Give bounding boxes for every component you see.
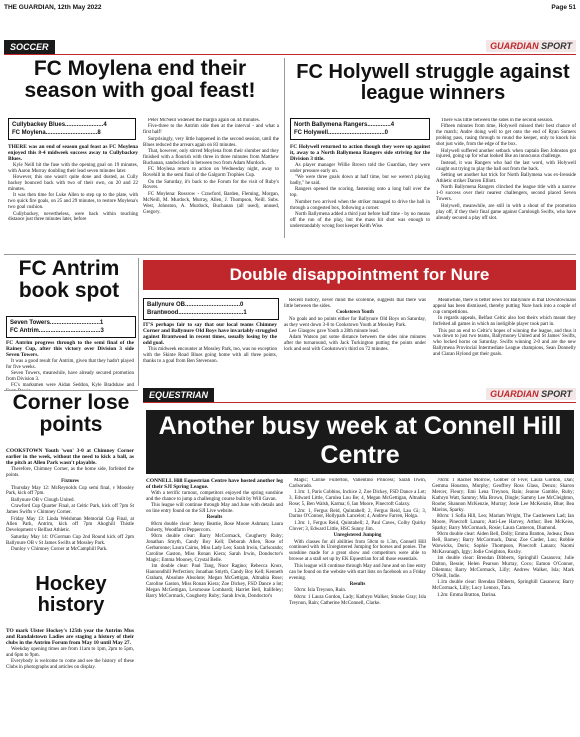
equestrian-tag: EQUESTRIAN <box>143 388 214 402</box>
antrim-headline: FC Antrim book spot <box>18 257 120 303</box>
antrim-body <box>6 340 134 390</box>
antrim-score-home: Seven Towers..............................1 <box>10 320 104 326</box>
antrim-score-away: FC Antrim.....................................3 <box>10 328 104 334</box>
equestrian-section-bar <box>143 388 576 403</box>
subheading: Unregistered Jumping <box>333 533 382 539</box>
article-paragraph: It was then time for Luke Allen to step up to the plate, with two quick fire goals, on 25 and 29 minutes, to restore Moylena's two goal cushion. <box>8 193 138 211</box>
guardian-sport-tag: GUARDIAN SPORT <box>486 40 576 52</box>
article-paragraph: Magic; Carine Fullerton, Vallentino Princess; Sarah Irwin, Carlsorado. <box>289 478 426 489</box>
moylena-score-home: Cullybackey Blues.......................4 <box>12 122 107 128</box>
article-paragraph: 90cm double clear: Barry McCormack, Cougherty Ruby; Jonathan Smyth, Candy Boy Kell; Deborah Allen, Rose of Gerbaronne; Laura Cairns, Miss Lady Leo; Sarah Irwin, Carlsorado; Caroline Gaston, Miss Ronan Kiera; Sarah Irwin, Dondoctor's Magic; Emma Mooney, Crystal Belle. <box>146 534 283 563</box>
moylena-headline: FC Moylena end their season with goal feast! <box>24 57 256 103</box>
hockey-headline: Hockey history <box>35 573 107 616</box>
article-paragraph: Recent history, never mind the scoreline, suggests that there was little between the sides. <box>284 298 426 309</box>
article-paragraph: This league will continue through May and June with details and on line entry found on the SJI Live website. <box>146 503 283 514</box>
article-paragraph: 80cm: 1 Sofia Hill, Leo; Mariam Wright, The Castlereem Lad; Ian Moore, Pinecroft Lanaro; Anti-Lee Harvey, Arthur; Ben McKeiss, Sparky; Barry McCormack, Rosie; Laura Cameron, Diamond. <box>432 513 574 531</box>
article-paragraph: 1m double clear: Brendan Dibberts, Springhill Casanova; Julie Dalton, Bessie; Helen Pearson Murray, Coco; Eamon O'Connor, Dilemma; Barry McCormack, Lilly; Andrew Walker, Isla; Mark O'Neill, Indie. <box>432 556 574 579</box>
article-paragraph: 50cm: Isla Treynon, Rain. <box>294 588 347 594</box>
nure-score-away: Brantwood.......................................1 <box>147 310 247 316</box>
article-paragraph: On the Saturday, it's back to the Forum for the visit of Ruby's Rovers. <box>143 179 279 191</box>
article-paragraph: "We were three goals down at half time, but we weren't playing badly," he said. <box>290 175 430 186</box>
subheading: Results <box>349 581 366 587</box>
article-paragraph: Number two arrived when the striker managed to drive the ball in through a congested box, following a corner. <box>290 199 430 211</box>
article-paragraph: As player manager Willie Brown told the Guardian, they were under pressure early on. <box>290 162 430 174</box>
connell-col-3 <box>432 478 574 733</box>
nure-scorebox <box>143 298 279 320</box>
moylena-col-1 <box>8 144 138 252</box>
connell-headline: Another busy week at Connell Hill Centre <box>146 410 574 474</box>
article-paragraph: Everybody is welcome to come and see the history of these Clubs in photographs and articles on display. <box>6 659 134 670</box>
article-paragraph: Thursday May 12: McReynolds Cup semi final, v Mossley Park, kick off 7pm. <box>6 485 134 497</box>
moylena-col-2 <box>143 118 279 252</box>
article-paragraph: 60cm: 1 Laura Gordon, Lady; Kathryn Walker, Smoke Gray; Isla Treynon, Rain; Catherine McConnell, Clarke. <box>289 594 426 606</box>
article-paragraph: Therefore, Chimney Corner, as the home side, forfeited the points. <box>6 466 134 478</box>
article-paragraph: Meanwhile, there is better news for Ballynure in that Downtownians appeal has been dismissed, thereby putting Nure back into a couple of cup competitions. <box>433 298 576 315</box>
article-paragraph: Fifteen minutes from time, Holywell missed their best chance of the match; Andre doing well to get onto the end of Ryan Somers probing pass, rasing through to round the keeper, only to knock his shot just wide, from the edge of the box. <box>436 124 576 148</box>
hockey-body <box>6 628 134 732</box>
holywell-col-1 <box>290 144 430 252</box>
article-paragraph: Friday May 13: Linda Welshman Memorial Cup Final, at Allen Park, Antrim, kick off 7pm Ahoghill Thistle Development v Belfast Athletic. <box>6 516 134 534</box>
article-paragraph: 70cm: 1 Rachel Morrow, Gobber of Five; Laura Gordon, Dan; Gemma Houston, Murphy; Geoffrey Ross Glass, Denzo; Sharon Mercer, Fleury; Emi Lena Treynon, Rain; Jeanne Gamble, Ruby; Kathryn Watt, Sammy; Mia Brown, Dingle; Sammy Lee McCleighton, Roohe; Shannon McKenzie, Murray; Josie Lee McKenzie, Blue; Bea Mavins, Sparky. <box>432 478 574 513</box>
article-paragraph: In regards appeals, Belfast Celtic also lost theirs which meant they forfeited all games in which an ineligible player took part in. <box>433 316 576 328</box>
article-paragraph: There was little between the sides in the second session. <box>441 118 554 123</box>
article-paragraph: It was a good result for Antrim, given that they hadn't played for five weeks. <box>6 358 134 370</box>
header-page-number: Page 51 <box>551 4 576 11</box>
article-paragraph: Setting set another hat trick for North Ballymena was ex-Irenside Athletic striker Darren Elliott. <box>436 173 576 185</box>
article-paragraph: Ballynure OB v Clough United. <box>11 497 75 503</box>
nure-col-2 <box>284 298 426 386</box>
article-paragraph: With a terrific turnout, competitors enjoyed the spring sunshine and the chance to jump a challenging course built by Will Gavan. <box>146 490 283 502</box>
article-paragraph: FC Moylena: Rossrow - Crawford, Barden, Fleming, Morgan, McNeill, M. Murdock, Murray, Allen, J. Thompson, Neill. Subs. West, Johnston, A. Murdock, Buchanan (all used), unused, Gregory. <box>143 191 279 215</box>
article-paragraph: However, this one wasn't quite done and dusted, as Cully backey bounced back with two of their own, on 20 and 22 minutes. <box>8 175 138 192</box>
subheading: Results <box>206 515 223 521</box>
article-paragraph: Surprisingly, very little happened in the second session, until the Blues reduced the arrears again on 83 minutes. <box>143 136 279 148</box>
column-divider <box>284 58 285 238</box>
holywell-score-home: North Ballymena Rangers..............4 <box>294 122 395 128</box>
connell-col-1 <box>146 478 283 733</box>
holywell-headline: FC Holywell struggle against league winners <box>296 61 570 104</box>
article-paragraph: Lee Glasgow gave Youth a 28th minute lead. <box>289 329 379 335</box>
antrim-scorebox <box>6 316 136 338</box>
article-paragraph: TO mark Ulster Hockey's 125th year the Antrim Mus and Randalstown Ladies are staging a history of their clubs in the Antrim Forum from May 10 until May 27. <box>6 628 134 647</box>
article-paragraph: Peter McNeill widened the margin again on 44 minutes. <box>148 118 260 123</box>
article-paragraph: Adam Watson put some distance between the sides nine minutes after the turnaround, with Jack Turkington putting the points under lock and seal with Cookstown's third on 72 minutes. <box>284 335 426 353</box>
corner-headline: Corner lose points <box>12 391 130 437</box>
article-paragraph: Instead, it was Rangers who had the last word, with Holywell caught out trying to play the ball out from the back. <box>436 160 576 172</box>
article-paragraph: Holywell, meanwhile, are still in with a shout of the promotion play off, if they their final game against Carnlough Swifts, who have already secured a play off slot. <box>436 203 576 221</box>
article-paragraph: Cullybackey, nevertheless, were back within touching distance just three minutes later, before <box>8 211 138 223</box>
article-paragraph: Five-three to the Antrim side then at the interval - and what a first half! <box>143 124 279 136</box>
article-paragraph: THERE was an end of season goal feast as FC Moylena enjoyed this 8-4 midweek success away to Cullybackey Blues. <box>8 144 138 163</box>
article-paragraph: This league will continue through May and June and on line entry can be found on the website with start lists on facebook on a Friday evening. <box>289 563 426 581</box>
holywell-score-away: FC Holywell..................................0 <box>294 130 389 136</box>
moylena-scorebox <box>8 118 136 140</box>
corner-body <box>6 448 134 568</box>
article-paragraph: 90cm double clear: Aiden Bell, Dolly; Emma Bratton, Jodeau; Dean Bell, Barney; Barry McCormack, Dana; Zoe Carder, Lou; Robbie Warwicks, Doris; Sophie Thompson, Pinecroft Lanaro; Naomi McKavanagh, Iggy; Jodie Creighton, Roxby. <box>432 532 574 555</box>
article-paragraph: IT'S perhaps fair to say that our local teams Chimney Corner and Ballynure Old Boys have invariably struggled against Brantwood in recent times, usually losing by the odd goal. <box>143 322 277 347</box>
subheading: Fixtures <box>61 479 79 485</box>
article-paragraph: Holywell suffered another setback when captain Ben Johnston got injured, going up for what looked like an innocuous challenge. <box>436 148 576 160</box>
holywell-scorebox <box>290 118 430 140</box>
article-paragraph: FC Moylena return to action on Wednesday night, away to Rovehill in the semi final of the Galgorm Trophies Cup. <box>143 167 279 179</box>
article-paragraph: FC Antrim progress through to the semi final of the Rainey Cup, after this victory over Division 3 side Seven Towers. <box>6 340 134 359</box>
article-paragraph: North Ballymena Rangers clinched the league title with a narrow 1-0 success over their nearest challengers, second placed Seven Towers. <box>436 185 576 203</box>
article-paragraph: CONNELL Hill Equestrian Centre have hosted another leg of their SJI Spring League. <box>146 478 283 491</box>
column-divider <box>138 258 139 386</box>
nure-score-home: Ballynure OB.................................0 <box>147 302 244 308</box>
guardian-sport-tag: GUARDIAN SPORT <box>486 388 576 400</box>
article-paragraph: Rangers opened the scoring, fastening onto a long ball over the top. <box>290 187 430 199</box>
article-paragraph: Crawford Cup Quarter Final, at Celtic Park, kick off 7pm St James Swifts v Chimney Corner. <box>6 504 134 516</box>
article-paragraph: 1m double clear: Paul Tang, Noor Ragino; Rebecca Knox, Hannondhill Perfection; Jonathan Smyth, Candy Boy Kell; Kenneth Graham, Absolute Absolute; Megan McGettigan, Altnabia Rose; Caroline Gaston, Miss Ronan Kiera; Zoe Dickey, FSD Dance a lot; Megan McGettigan, Lexmouse Lombardi; Harriet Bell, Italifeley; Barry McCormack, Cougherty Ruby; Sarah Irwin, Dondoctor's <box>146 564 283 599</box>
article-paragraph: FC Holywell returned to action though they were up against it, away to a North Ballymena Rangers side striving for the Division 3 title. <box>290 144 430 163</box>
article-paragraph: With classes for all abilities from 50cm to 1.3m, Connell Hill continued with its Unregistered Jumping for horses and ponies. The sunshine made for a great show and competitors were able to browse at a stall set up by EK Equestrian for all those essentials. <box>289 539 426 563</box>
article-paragraph: 80cm double clear: Jenny Beattie, Rose Moore Ashman; Laura Doherty, Woodfarm Peppercorn. <box>146 521 283 533</box>
holywell-col-2 <box>436 118 576 252</box>
article-paragraph: North Ballymena added a third just before half time - by no means off the run of the play, but the mass hit shot was enough to understandably wrong foot keeper Keith Wise. <box>290 212 430 229</box>
section-divider <box>4 254 576 255</box>
article-paragraph: 1.2m: 1, Fergus Reid, Quintabell; 2, Fergus Reid, Lau Gi; 3, Darius O'Connor, Hollypark Lancelot; 4, Andrew Farren, Holga. <box>289 508 426 520</box>
article-paragraph: Dunloy v Chimney Corner at McCamphill Park. <box>11 547 108 553</box>
soccer-section-bar <box>4 40 576 55</box>
page-header <box>4 2 576 14</box>
soccer-tag: SOCCER <box>4 40 55 54</box>
article-paragraph: Kyle Neill hit the fuse with the opening goal on 19 minutes, with Aaron Murray doubling their lead seven minutes later. <box>8 162 138 174</box>
connell-col-2 <box>289 478 426 733</box>
article-paragraph: No goals and no points either for Ballynure Old Boys on Saturday, as they went down 3-0 to Cookstown Youth at Mossley Park. <box>284 316 426 328</box>
article-paragraph: Saturday May 14: O'Gorman Cup 2nd Round kick off 2pm Ballynure OB v St James Swifts at Mossley Park. <box>6 534 134 546</box>
header-date: THE GUARDIAN, 12th May 2022 <box>4 4 102 11</box>
article-paragraph: 1.1m double clear: Brendan Dibberts, Springhill Casanova; Barry McCormack, Lilly; Lucy Lennox, Tara. <box>432 580 574 592</box>
article-paragraph: This midweek encounter at Mossley Park, too, was no exception with the Skinte Road Blues going home with all three points, thanks to a goal from Ben Stevenson. <box>143 346 277 364</box>
nure-col-1 <box>143 322 277 386</box>
article-paragraph: This put an end to Celtic's hopes of winning the league, and thus it was down to just two teams, Ballymoney United and St James' Swifts, who locked horns on Saturday. Swifts winning 2-0 and are the new Ballymena Provincial Intermediate League champions, Sean Donnelly and Ciaran Hylond got their goals. <box>433 328 576 358</box>
subheading: Cookstown Youth <box>336 310 374 316</box>
article-paragraph: 1.1m: 1, Paris Cobbins, Inchice 2, Zoe Dickey, FSD Dance a Lot; 3, Edward Little, Carnlea Lou Be; 4, Megan McGettigan, Altnabia Rose; 5, Ben Walsh, Karma; 6, Ian Moore, Pinecroft Galaxy. <box>289 490 426 508</box>
article-paragraph: COOKSTOWN Youth 'won' 3-0 at Chimney Corner earlier in the week, without the need to kick a ball, as the pitch at Allen Park wasn't playable. <box>6 448 134 467</box>
article-paragraph: 1.3m: 1, Fergus Reid, Quintabell; 2, Paul Caves, Colby Quirky Clover; 3, Edward Little, HSC Sunny Jim. <box>289 520 426 532</box>
article-paragraph: 1.2m: Emma Bratton, Darina. <box>437 592 497 598</box>
moylena-score-away: FC Moylena...............................8 <box>12 130 101 136</box>
article-paragraph: Seven Towers, meanwhile, have already secured promotion from Division 3. <box>6 371 134 382</box>
article-paragraph: FC's marksmen were Aidan Seddon, Kyle Bradshaw and <box>11 383 134 389</box>
article-paragraph: That, however, only stirred Moylena from their slumber and they finished with a flourish with three in three minutes from Matthew Buchanan, sandwiched in between two from Adam Murdock. <box>143 149 279 166</box>
article-paragraph: Weekday opening times are from 11am to 1pm, 2pm to 5pm, and 6pm to 9pm. <box>6 646 134 658</box>
nure-headline: Double disappointment for Nure <box>143 260 576 290</box>
nure-col-3 <box>433 298 576 386</box>
